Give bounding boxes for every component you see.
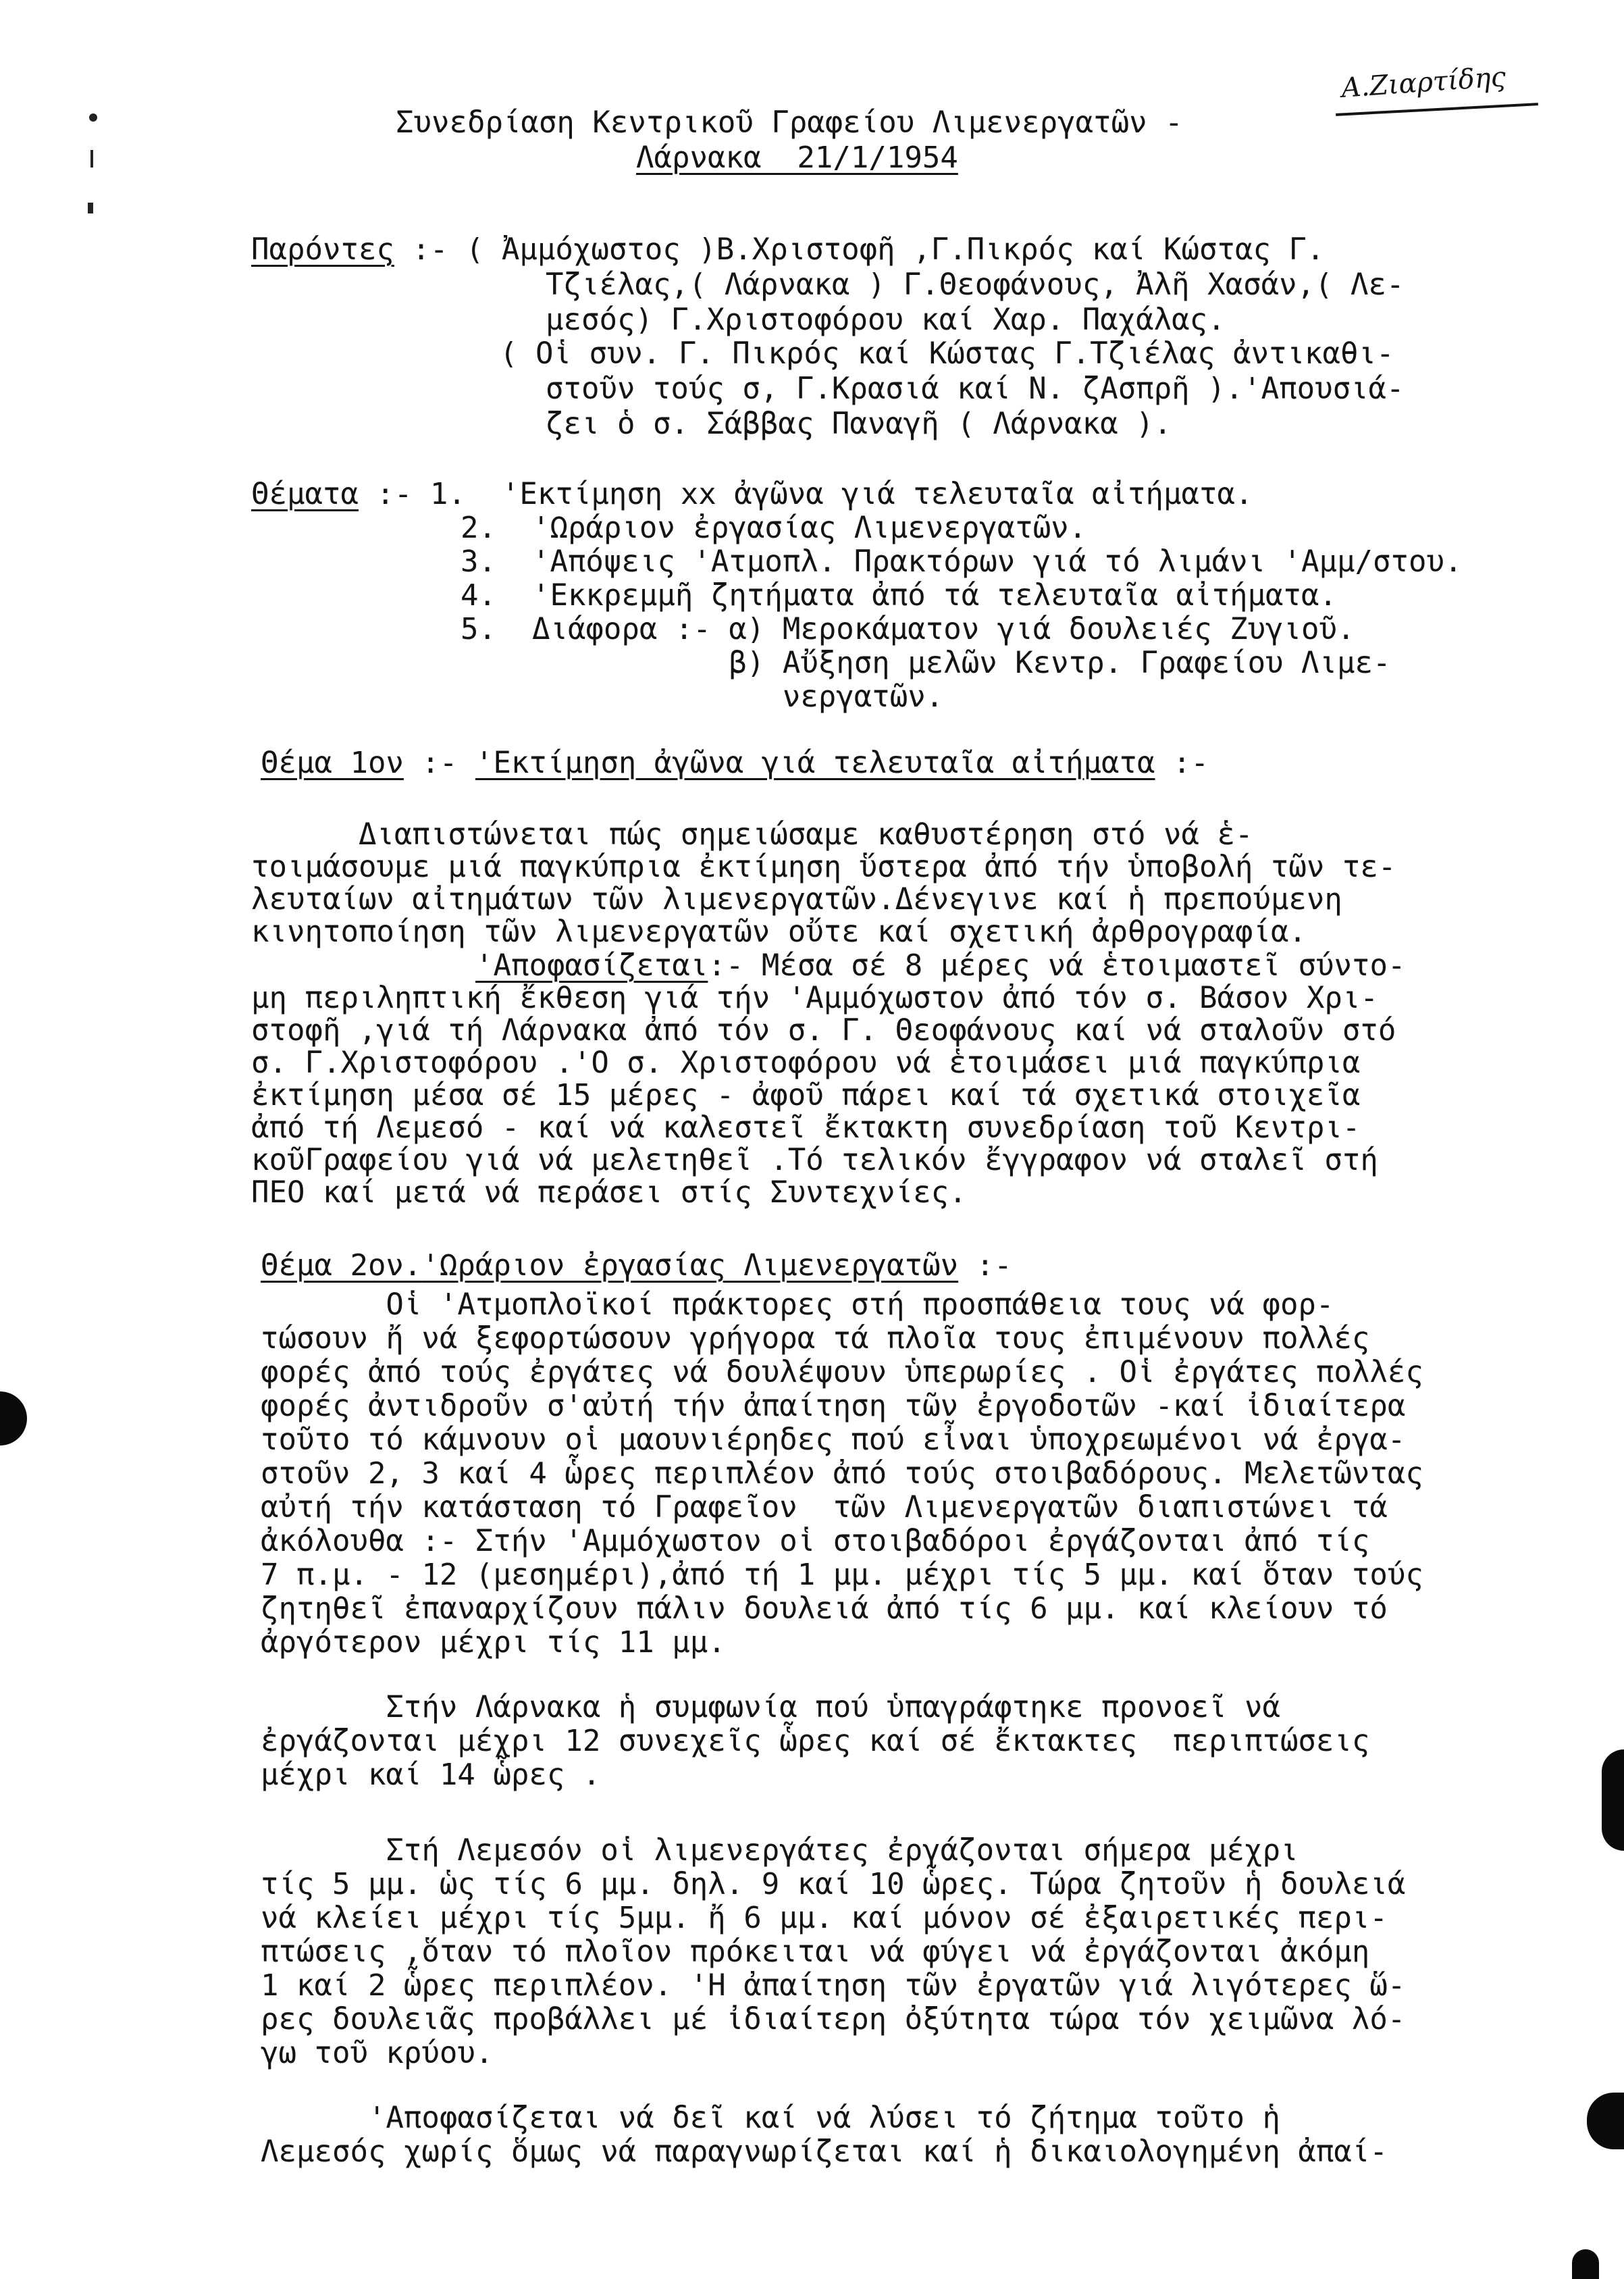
paragraph-line: Στή Λεμεσόν οἱ λιμενεργάτες ἐργάζονται σήμερα μέχρι [261, 1833, 1299, 1868]
paragraph-line: ἐργάζονται μέχρι 12 συνεχεῖς ὧρες καί σέ ἔκτακτες περιπτώσεις [261, 1724, 1370, 1758]
scan-blot [1602, 1749, 1624, 1851]
scan-blot [1587, 2093, 1624, 2149]
paragraph-line: μη περιληπτική ἔκθεση γιά τήν 'Αμμόχωστον ἀπό τόν σ. Βάσον Χρι- [251, 981, 1378, 1015]
topics-first-line [251, 477, 1253, 511]
paragraph-line: σ. Γ.Χριστοφόρου .'Ο σ. Χριστοφόρου νά ἑτοιμάσει μιά παγκύπρια [251, 1046, 1361, 1080]
topic1-heading-separator: :- [403, 746, 475, 780]
paragraph-line: αὐτή τήν κατάσταση τό Γραφεῖον τῶν Λιμενεργατῶν διαπιστώνει τά [261, 1490, 1388, 1525]
topics-separator: :- [358, 477, 430, 511]
paragraph-line: Στήν Λάρνακα ἡ συμφωνία πού ὑπαγράφτηκε προνοεῖ νά [261, 1690, 1280, 1724]
paragraph-line: λευταίων αἰτημάτων τῶν λιμενεργατῶν.Δένεγινε καί ἡ πρεπούμενη [251, 882, 1342, 917]
paragraph-line: στοῦν 2, 3 καί 4 ὧρες περιπλέον ἀπό τούς στοιβαδόρους. Μελετῶντας [261, 1456, 1423, 1491]
topic2-heading [261, 1248, 1012, 1283]
paragraph-line: τοῦτο τό κάμνουν οἱ μαουνιέρηδες πού εἶναι ὑποχρεωμένοι νά ἐργα- [261, 1423, 1406, 1457]
topic1-heading [261, 748, 1209, 778]
decision-first-line [475, 948, 1406, 983]
paragraph-line: Λεμεσός χωρίς ὅμως νά παραγνωρίζεται καί ἡ δικαιολογημένη ἀπαί- [261, 2134, 1388, 2169]
present-line: ζει ὁ σ. Σάββας Παναγῆ ( Λάρνακα ). [546, 407, 1172, 441]
topics-label: Θέματα [251, 477, 359, 511]
title-line-2: Λάρνακα 21/1/1954 [636, 140, 958, 175]
paragraph-line: γω τοῦ κρύου. [261, 2036, 494, 2070]
present-separator: :- [394, 232, 466, 267]
paragraph-line: μέχρι καί 14 ὧρες . [261, 1758, 601, 1792]
topic2-heading-tail: :- [958, 1248, 1012, 1283]
margin-tick [90, 150, 93, 168]
present-first-line [251, 232, 1325, 267]
paragraph-line: ἀκόλουθα :- Στήν 'Αμμόχωστον οἱ στοιβαδόροι ἐργάζονται ἀπό τίς [261, 1524, 1370, 1558]
present-line: ( Ἀμμόχωστος )Β.Χριστοφῆ ,Γ.Πικρός καί Κώστας Γ. [465, 232, 1325, 267]
topic2-heading-label: Θέμα 2ον. [261, 1248, 422, 1283]
topic-item: 5. Διάφορα :- α) Μεροκάματον γιά δουλειές Ζυγιοῦ. [461, 612, 1355, 646]
paragraph-line: ζητηθεῖ ἐπαναρχίζουν πάλιν δουλειά ἀπό τίς 6 μμ. καί κλείουν τό [261, 1591, 1388, 1626]
paragraph-line: τώσουν ἤ νά ξεφορτώσουν γρήγορα τά πλοῖα τους ἐπιμένουν πολλές [261, 1321, 1370, 1356]
scan-blot [0, 1391, 27, 1445]
topic-item: νεργατῶν. [461, 680, 944, 714]
paragraph-line: φορές ἀπό τούς ἐργάτες νά δουλέψουν ὑπερωρίες . Οἱ ἐργάτες πολλές [261, 1355, 1423, 1389]
topic-item: 3. 'Απόψεις 'Ατμοπλ. Πρακτόρων γιά τό λιμάνι 'Αμμ/στου. [461, 544, 1463, 579]
paragraph-line: ἐκτίμηση μέσα σέ 15 μέρες - ἀφοῦ πάρει καί τά σχετικά στοιχεῖα [251, 1078, 1361, 1112]
paragraph-line: φορές ἀντιδροῦν σ'αὐτή τήν ἀπαίτηση τῶν ἐργοδοτῶν -καί ἰδιαίτερα [261, 1389, 1406, 1423]
paragraph-line: ἀργότερον μέχρι τίς 11 μμ. [261, 1625, 726, 1660]
topic-item: β) Αὔξηση μελῶν Κεντρ. Γραφείου Λιμε- [461, 646, 1391, 680]
present-line: στοῦν τούς σ, Γ.Κρασιά καί Ν. ζΑσπρῆ ).'Απουσιά- [546, 372, 1405, 406]
margin-dot [89, 113, 97, 122]
present-label: Παρόντες [251, 232, 394, 267]
paragraph-line: τίς 5 μμ. ὡς τίς 6 μμ. δηλ. 9 καί 10 ὧρες. Τώρα ζητοῦν ἡ δουλειά [261, 1867, 1406, 1901]
paragraph-line: 'Αποφασίζεται νά δεῖ καί νά λύσει τό ζήτημα τοῦτο ἡ [261, 2101, 1280, 2135]
scan-blot [1572, 2249, 1599, 2279]
topic1-heading-title: 'Εκτίμηση ἀγῶνα γιά τελευταῖα αἰτήματα [475, 746, 1155, 780]
handwritten-note: Α.Ζιαρτίδης [1340, 61, 1507, 104]
margin-tick [88, 203, 93, 213]
present-line: μεσός) Γ.Χριστοφόρου καί Χαρ. Παχάλας. [546, 303, 1226, 337]
topic2-heading-title: 'Ωράριον ἐργασίας Λιμενεργατῶν [421, 1248, 959, 1283]
present-line: Τζιέλας,( Λάρνακα ) Γ.Θεοφάνους, Ἀλῆ Χασάν,( Λε- [546, 267, 1405, 302]
title-line-1: Συνεδρίαση Κεντρικοῦ Γραφείου Λιμενεργατῶν - [396, 105, 1183, 140]
paragraph-line: 1 καί 2 ὧρες περιπλέον. 'Η ἀπαίτηση τῶν ἐργατῶν γιά λιγότερες ὥ- [261, 1968, 1406, 2003]
topic1-heading-label: Θέμα 1ον [261, 746, 404, 780]
paragraph-line: κοῦΓραφείου γιά νά μελετηθεῖ .Τό τελικόν ἔγγραφον νά σταλεῖ στή [251, 1143, 1378, 1177]
topic-item: 1. 'Εκτίμηση xx ἀγῶνα γιά τελευταῖα αἰτήματα. [429, 477, 1253, 511]
paragraph-line: Οἱ 'Ατμοπλοϊκοί πράκτορες στή προσπάθεια τους νά φορ- [261, 1287, 1334, 1322]
paragraph-line: ρες δουλειᾶς προβάλλει μέ ἰδιαίτερη ὀξύτητα τώρα τόν χειμῶνα λό- [261, 2002, 1406, 2037]
paragraph-line: νά κλείει μέχρι τίς 5μμ. ἤ 6 μμ. καί μόνον σέ ἐξαιρετικές περι- [261, 1901, 1388, 1935]
paragraph-line: ἀπό τή Λεμεσό - καί νά καλεστεῖ ἔκτακτη συνεδρίαση τοῦ Κεντρι- [251, 1110, 1361, 1145]
paragraph-line: πτώσεις ,ὅταν τό πλοῖον πρόκειται νά φύγει νά ἐργάζονται ἀκόμη [261, 1935, 1370, 1969]
decision-text: :- Μέσα σέ 8 μέρες νά ἑτοιμαστεῖ σύντο- [708, 948, 1406, 983]
paragraph-line: τοιμάσουμε μιά παγκύπρια ἐκτίμηση ὕστερα ἀπό τήν ὑποβολή τῶν τε- [251, 850, 1396, 884]
present-line: ( Οἱ συν. Γ. Πικρός καί Κώστας Γ.Τζιέλας ἀντικαθι- [500, 336, 1394, 371]
paragraph-line: κινητοποίηση τῶν λιμενεργατῶν οὔτε καί σχετική ἀρθρογραφία. [251, 915, 1307, 949]
handwritten-underline [1336, 103, 1538, 116]
topic-item: 2. 'Ωράριον ἐργασίας Λιμενεργατῶν. [461, 511, 1087, 545]
paragraph-line: Διαπιστώνεται πώς σημειώσαμε καθυστέρηση στό νά ἑ- [251, 817, 1253, 852]
paragraph-line: στοφῆ ,γιά τή Λάρνακα ἀπό τόν σ. Γ. Θεοφάνους καί νά σταλοῦν στό [251, 1013, 1396, 1048]
decision-label: 'Αποφασίζεται [475, 948, 708, 983]
paragraph-line: 7 π.μ. - 12 (μεσημέρι),ἀπό τή 1 μμ. μέχρι τίς 5 μμ. καί ὅταν τούς [261, 1558, 1423, 1592]
topic-item: 4. 'Εκκρεμμῆ ζητήματα ἀπό τά τελευταῖα αἰτήματα. [461, 578, 1338, 613]
topic1-heading-tail: :- [1155, 746, 1209, 780]
paragraph-line: ΠΕΟ καί μετά νά περάσει στίς Συντεχνίες. [251, 1175, 967, 1210]
